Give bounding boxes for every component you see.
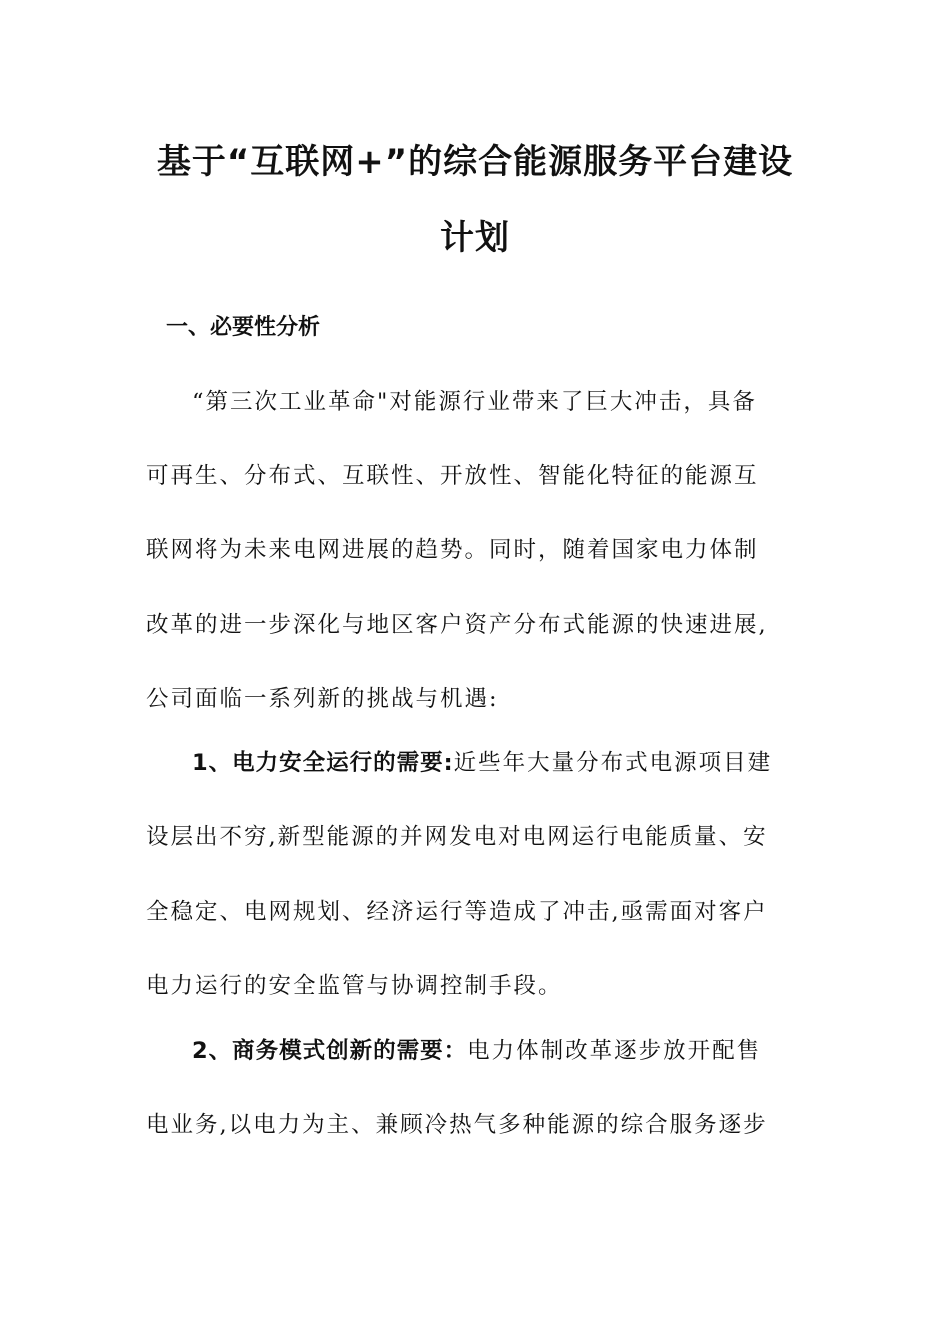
list-item-2-first-line: [192, 1035, 761, 1067]
paragraph-line: 联网将为未来电网进展的趋势。同时，随着国家电力体制: [146, 537, 759, 563]
list-item-1-first-line: [192, 747, 772, 779]
paragraph-line: “第三次工业革命"对能源行业带来了巨大冲击，具备: [192, 389, 757, 415]
document-title-line-2: 计划: [440, 218, 510, 258]
paragraph-line: 公司面临一系列新的挑战与机遇:: [146, 686, 499, 712]
paragraph-line: 设层出不穷,新型能源的并网发电对电网运行电能质量、安: [146, 824, 768, 850]
paragraph-line: 电力运行的安全监管与协调控制手段。: [146, 973, 563, 999]
list-item-1-label: 1、电力安全运行的需要:: [192, 750, 454, 776]
paragraph-line: 可再生、分布式、互联性、开放性、智能化特征的能源互: [146, 463, 759, 489]
document-title-line-1: 基于“互联网+”的综合能源服务平台建设: [156, 142, 794, 182]
paragraph-line: 全稳定、电网规划、经济运行等造成了冲击,亟需面对客户: [146, 899, 768, 925]
list-item-2-text: 电力体制改革逐步放开配售: [467, 1038, 762, 1064]
section-heading: 一、必要性分析: [166, 315, 321, 340]
list-item-2-label: 2、商务模式创新的需要：: [192, 1038, 468, 1064]
paragraph-line: 电业务,以电力为主、兼顾冷热气多种能源的综合服务逐步: [146, 1112, 768, 1138]
list-item-1-text: 近些年大量分布式电源项目建: [453, 750, 773, 776]
paragraph-line: 改革的进一步深化与地区客户资产分布式能源的快速进展,: [146, 612, 768, 638]
